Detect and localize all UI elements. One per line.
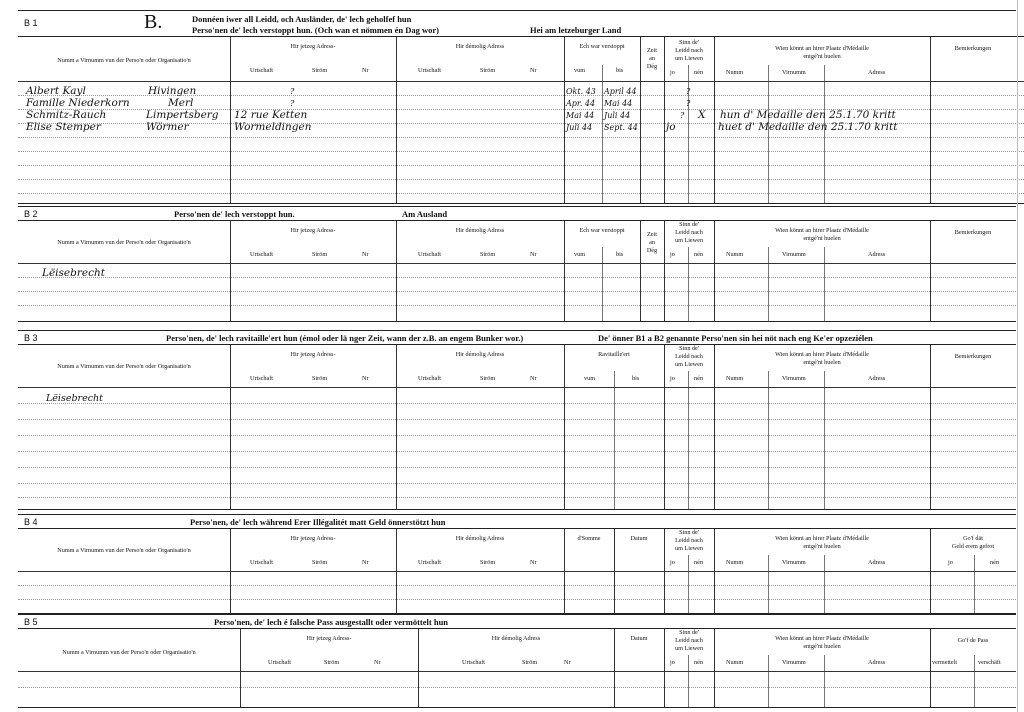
col-medal-1: Wien könnt an hirer Plaatz d'Médaille <box>775 45 869 52</box>
col-jo: jo <box>670 375 675 382</box>
col-sinn-1: Sinn de' <box>679 39 699 46</box>
col-adress: Adress <box>868 559 886 566</box>
b3-note: Lëisebrecht <box>46 393 103 404</box>
col-bis: bis <box>616 251 624 258</box>
col-gof-1: Go'f dät <box>963 535 983 542</box>
col-virnumm: Virnumm <box>782 375 806 382</box>
entry-vum: Okt. 43 <box>566 87 596 96</box>
entry-place: Hivingen <box>148 85 197 97</box>
entry-medal: huet d' Medaille den 25.1.70 kritt <box>718 121 898 133</box>
col-stross: Ström <box>312 559 328 566</box>
col-sinn-2: Leidd nach <box>675 537 703 544</box>
section-title-b2-extra: Am Ausland <box>402 209 448 219</box>
col-jo: jo <box>948 559 953 566</box>
entry-vum: Mai 44 <box>566 111 595 120</box>
col-adress: Adress <box>868 375 886 382</box>
col-nr-then: Nr <box>530 375 537 382</box>
col-sinn-2: Leidd nach <box>675 47 703 54</box>
section-b3 <box>18 330 1016 508</box>
col-gof-2: Geld erem gefrot <box>951 543 995 550</box>
section-code-b4: B 4 <box>24 517 38 527</box>
col-virnumm: Virnumm <box>782 659 806 666</box>
entry-now: 12 rue Ketten <box>234 109 308 121</box>
col-ortschaft-then: Urtschaft <box>418 559 442 566</box>
section-title-b2: Perso'nen de' lech verstoppt hun. <box>174 209 295 219</box>
col-nr-then: Nr <box>564 659 571 666</box>
col-sinn-1: Sinn de' <box>679 221 699 228</box>
col-zeit-2: an <box>649 55 655 62</box>
col-virnumm: Virnumm <box>782 251 806 258</box>
header-line-2: Perso'nen de' lech verstoppt hun. (Och wan et nömmen én Dag wor) <box>192 25 439 35</box>
col-jo: jo <box>670 69 675 76</box>
col-jo: jo <box>670 559 675 566</box>
col-ortschaft-then: Urtschaft <box>462 659 486 666</box>
col-ravitailleiert: Ravitaille'ert <box>598 351 630 358</box>
col-jo: jo <box>670 659 675 666</box>
entry-sinn: ? <box>686 87 691 96</box>
entry-now: Wormeldingen <box>234 121 312 133</box>
col-medal-1: Wien könnt an hirer Plaatz d'Médaille <box>775 351 869 358</box>
col-nen: nén <box>990 559 999 566</box>
col-zeit-2: an <box>649 239 655 246</box>
col-addr-now: Hir jetzeg Adress- <box>290 351 336 358</box>
col-stross-then: Ström <box>480 559 496 566</box>
col-hidden: Ech war verstoppt <box>579 227 625 234</box>
col-name: Numm a Virnumm vun der Perso'n oder Organisatio'n <box>62 649 196 656</box>
col-verschafi: verschäft <box>978 659 1001 666</box>
col-medal-2: entgé'nt huelen <box>803 643 841 650</box>
col-sinn-3: um Liewen <box>674 645 703 652</box>
col-bis: bis <box>616 67 624 74</box>
col-ortschaft-then: Urtschaft <box>418 251 442 258</box>
col-name: Numm a Virnumm vun der Perso'n oder Organisatio'n <box>57 547 191 554</box>
col-sinn-2: Leidd nach <box>675 229 703 236</box>
col-adress: Adress <box>868 69 886 76</box>
col-sinn-1: Sinn de' <box>679 529 699 536</box>
col-addr-then: Hir démolig Adress <box>455 351 505 358</box>
section-b4 <box>18 514 1016 612</box>
form-header <box>18 10 1016 37</box>
col-bemierkungen: Bemierkungen <box>954 229 992 236</box>
section-title-b3: Perso'nen, de' lech ravitaille'ert hun (émol oder lä nger Zeit, wann der z.B. an engem Bunker wor.) <box>166 333 524 343</box>
entry-sinn: ? <box>680 111 685 120</box>
col-nr: Nr <box>362 375 369 382</box>
entry-name: Famille Niederkorn <box>26 97 130 109</box>
section-b5 <box>18 614 1016 706</box>
col-sinn-1: Sinn de' <box>679 629 699 636</box>
col-adress: Adress <box>868 659 886 666</box>
section-code-b2: B 2 <box>24 209 38 219</box>
col-medal-1: Wien könnt an hirer Plaatz d'Médaille <box>775 227 869 234</box>
entry-place: Limpertsberg <box>146 109 219 121</box>
section-code-b3: B 3 <box>24 333 38 343</box>
entry-name: Elise Stemper <box>26 121 101 133</box>
col-medal-2: entgé'nt huelen <box>803 543 841 550</box>
col-bis: bis <box>632 375 640 382</box>
entry-bis: April 44 <box>604 87 637 96</box>
col-sinn-2: Leidd nach <box>675 637 703 644</box>
col-numm: Numm <box>726 375 744 382</box>
entry-name: Albert Kayl <box>26 85 86 97</box>
section-title-b4: Perso'nen, de' lech während Erer Illégalitét matt Geld önnerstötzt hun <box>190 517 446 527</box>
entry-name: Schmitz-Rauch <box>26 109 107 121</box>
col-stross: Ström <box>312 375 328 382</box>
section-code-b5: B 5 <box>24 617 38 627</box>
col-nr-then: Nr <box>530 67 537 74</box>
col-sinn-3: um Liewen <box>674 361 703 368</box>
col-name: Numm a Virnumm vun der Perso'n oder Organisatio'n <box>57 57 191 64</box>
col-medal-2: entgé'nt huelen <box>803 235 841 242</box>
col-name: Numm a Virnumm vun der Perso'n oder Organisatio'n <box>57 363 191 370</box>
section-code-b1: B 1 <box>24 18 38 28</box>
col-numm: Numm <box>726 69 744 76</box>
entry-vum: Apr. 44 <box>566 99 596 108</box>
entry-now: ? <box>290 87 295 96</box>
col-sinn-3: um Liewen <box>674 55 703 62</box>
col-vermettelt: vermettelt <box>932 659 958 666</box>
col-zeit-1: Zeit <box>647 47 657 54</box>
header-line-1: Donnéen iwer all Leidd, och Ausländer, de' lech geholfef hun <box>192 14 412 24</box>
col-somme: d'Somme <box>577 535 601 542</box>
b1-table <box>18 36 1024 204</box>
col-ortschaft: Urtschaft <box>250 67 274 74</box>
col-jo: jo <box>670 251 675 258</box>
col-medal-2: entgé'nt huelen <box>803 359 841 366</box>
col-name: Numm a Virnumm vun der Perso'n oder Organisatio'n <box>57 239 191 246</box>
col-numm: Numm <box>726 559 744 566</box>
col-medal-1: Wien könnt an hirer Plaatz d'Médaille <box>775 635 869 642</box>
col-addr-then: Hir démolig Adress <box>455 227 505 234</box>
col-stross-then: Ström <box>522 659 538 666</box>
col-stross-then: Ström <box>480 67 496 74</box>
col-medal-2: entgé'nt huelen <box>803 53 841 60</box>
entry-now: ? <box>290 99 295 108</box>
col-gof-pass: Go'f de Pass <box>957 637 989 644</box>
col-stross: Ström <box>312 67 328 74</box>
col-vum: vum <box>584 375 596 382</box>
col-nr: Nr <box>374 659 381 666</box>
col-nen: nén <box>694 559 703 566</box>
col-nr: Nr <box>362 67 369 74</box>
col-addr-then: Hir démolig Adress <box>491 635 541 642</box>
col-addr-now: Hir jetzeg Adress- <box>306 635 352 642</box>
col-addr-then: Hir démolig Adress <box>455 43 505 50</box>
col-ortschaft: Urtschaft <box>268 659 292 666</box>
entry-vum: Juli 44 <box>566 123 593 132</box>
col-sinn-1: Sinn de' <box>679 345 699 352</box>
col-zeit-3: Dég <box>646 63 658 70</box>
col-numm: Numm <box>726 251 744 258</box>
entry-place: Wörmer <box>146 121 189 133</box>
section-b2 <box>18 206 1016 320</box>
col-nr-then: Nr <box>530 251 537 258</box>
entry-bis: Sept. 44 <box>604 123 638 132</box>
entry-nen: X <box>698 109 706 121</box>
col-addr-now: Hir jetzeg Adress- <box>290 43 336 50</box>
col-stross: Ström <box>312 251 328 258</box>
col-ortschaft-then: Urtschaft <box>418 67 442 74</box>
entry-sinn: ? <box>686 99 691 108</box>
col-hidden: Ech war verstoppt <box>579 43 625 50</box>
col-nen: nén <box>694 375 703 382</box>
col-stross: Ström <box>324 659 340 666</box>
col-nr: Nr <box>362 251 369 258</box>
col-medal-1: Wien könnt an hirer Plaatz d'Médaille <box>775 535 869 542</box>
section-title-b5: Perso'nen, de' lech é falsche Pass ausgestallt oder vermöttelt hun <box>214 617 449 627</box>
col-adress: Adress <box>868 251 886 258</box>
col-ortschaft: Urtschaft <box>250 559 274 566</box>
col-nr-then: Nr <box>530 559 537 566</box>
col-ortschaft: Urtschaft <box>250 251 274 258</box>
section-title-b3-extra: De' önner B1 a B2 genannte Perso'nen sin hei nöt nach eng Ke'er opzeziélen <box>598 333 873 343</box>
col-sinn-3: um Liewen <box>674 545 703 552</box>
col-virnumm: Virnumm <box>782 69 806 76</box>
col-addr-now: Hir jetzeg Adress- <box>290 535 336 542</box>
form-letter: B. <box>144 11 163 33</box>
col-virnumm: Virnumm <box>782 559 806 566</box>
col-sinn-3: um Liewen <box>674 237 703 244</box>
entry-bis: Mai 44 <box>604 99 633 108</box>
col-zeit-1: Zeit <box>647 231 657 238</box>
b2-note: Lëisebrecht <box>42 267 105 279</box>
col-sinn-2: Leidd nach <box>675 353 703 360</box>
col-numm: Numm <box>726 659 744 666</box>
col-zeit-3: Dég <box>646 247 658 254</box>
col-stross-then: Ström <box>480 375 496 382</box>
col-bemierkungen: Bemierkungen <box>954 353 992 360</box>
col-bemierkungen: Bemierkungen <box>954 45 992 52</box>
col-nen: nén <box>694 659 703 666</box>
col-stross-then: Ström <box>480 251 496 258</box>
col-vum: vum <box>574 251 586 258</box>
col-vum: vum <box>574 67 586 74</box>
col-ortschaft-then: Urtschaft <box>418 375 442 382</box>
col-datum: Datum <box>630 535 648 542</box>
page-edge <box>1017 0 1024 712</box>
entry-place: Merl <box>168 97 194 109</box>
header-line-2b: Hei am letzeburger Land <box>530 25 622 35</box>
col-datum: Datum <box>630 635 648 642</box>
col-addr-then: Hir démolig Adress <box>455 535 505 542</box>
col-ortschaft: Urtschaft <box>250 375 274 382</box>
col-nen: nén <box>694 251 703 258</box>
entry-jo: jo <box>666 121 676 133</box>
entry-bis: Juli 44 <box>604 111 631 120</box>
col-nr: Nr <box>362 559 369 566</box>
entry-medal: hun d' Medaille den 25.1.70 kritt <box>720 109 896 121</box>
col-nen: nén <box>694 69 703 76</box>
col-addr-now: Hir jetzeg Adress- <box>290 227 336 234</box>
